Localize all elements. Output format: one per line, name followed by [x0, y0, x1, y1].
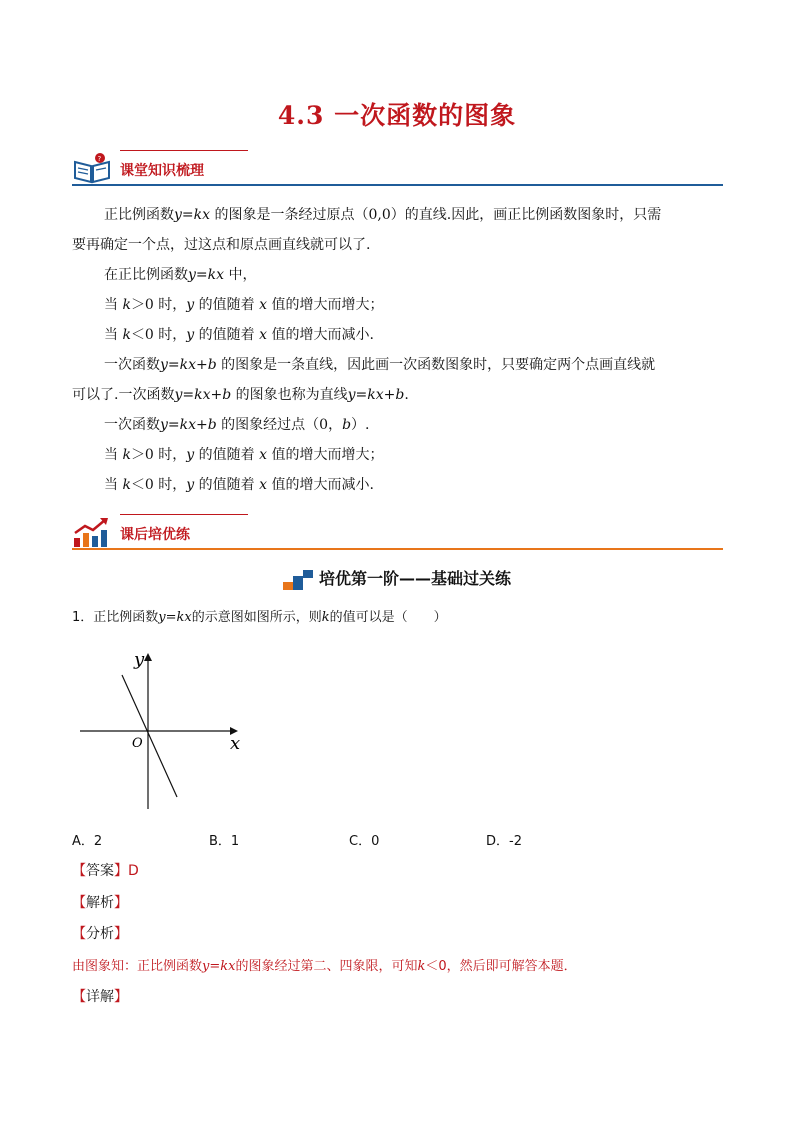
- section-rule: [72, 184, 723, 186]
- text-line: 一次函数y=kx+b 的图象是一条直线，因此画一次函数图象时，只要确定两个点画直线就: [104, 357, 656, 373]
- stage-label: 培优第一阶——基础过关练: [318, 569, 511, 588]
- text-line: 当 k＞0 时，y 的值随着 x 值的增大而增大；: [104, 297, 384, 313]
- analysis-text: 由图象知：正比例函数y=kx的图象经过第二、四象限，可知k＜0，然后即可解答本题．: [72, 959, 577, 974]
- text-line: 正比例函数y=kx 的图象是一条经过原点（0,0）的直线.因此，画正比例函数图象时，只需: [104, 207, 662, 223]
- answer-line: 【答案】D: [72, 863, 139, 879]
- origin-label: O: [132, 736, 143, 751]
- section-label: 课堂知识梳理: [120, 163, 204, 179]
- option-c: C．0: [349, 834, 380, 849]
- stage-heading: [0, 566, 794, 590]
- option-d: D．-2: [486, 834, 522, 849]
- text-line: 在正比例函数y=kx 中，: [104, 267, 257, 283]
- stairs-icon: [283, 570, 313, 590]
- text-line: 要再确定一个点，过这点和原点画直线就可以了.: [72, 237, 371, 253]
- text-line: 当 k＞0 时，y 的值随着 x 值的增大而增大；: [104, 447, 384, 463]
- xiangjie-label: 【详解】: [72, 989, 128, 1005]
- y-axis-arrow: [144, 653, 152, 661]
- text-line: 一次函数y=kx+b 的图象经过点（0，b）.: [104, 417, 370, 433]
- option-a: A．2: [72, 834, 103, 849]
- book-icon: [72, 152, 112, 184]
- header-top-line: [120, 514, 248, 515]
- x-axis-label: x: [230, 733, 241, 754]
- text-line: 可以了.一次函数y=kx+b 的图象也称为直线y=kx+b.: [72, 387, 409, 403]
- section-label: 课后培优练: [120, 527, 190, 543]
- function-graph: [78, 645, 258, 815]
- svg-text:?: ?: [97, 155, 102, 163]
- function-line: [122, 675, 177, 797]
- text-line: 当 k＜0 时，y 的值随着 x 值的增大而减小.: [104, 477, 374, 493]
- growth-chart-icon: [72, 516, 112, 548]
- section-header-knowledge: [72, 150, 723, 190]
- jiexi-label: 【解析】: [72, 895, 128, 911]
- section-rule: [72, 548, 723, 550]
- question-stem: 1．正比例函数y=kx的示意图如图所示，则k的值可以是（ ）: [72, 610, 447, 625]
- page-title: 4.3 一次函数的图象: [277, 101, 517, 130]
- section-header-practice: [72, 514, 723, 554]
- header-top-line: [120, 150, 248, 151]
- fenxi-label: 【分析】: [72, 926, 128, 942]
- y-axis-label: y: [134, 649, 145, 670]
- text-line: 当 k＜0 时，y 的值随着 x 值的增大而减小.: [104, 327, 374, 343]
- answer-value: D: [128, 863, 139, 879]
- knowledge-text: [72, 200, 723, 500]
- option-b: B．1: [209, 834, 240, 849]
